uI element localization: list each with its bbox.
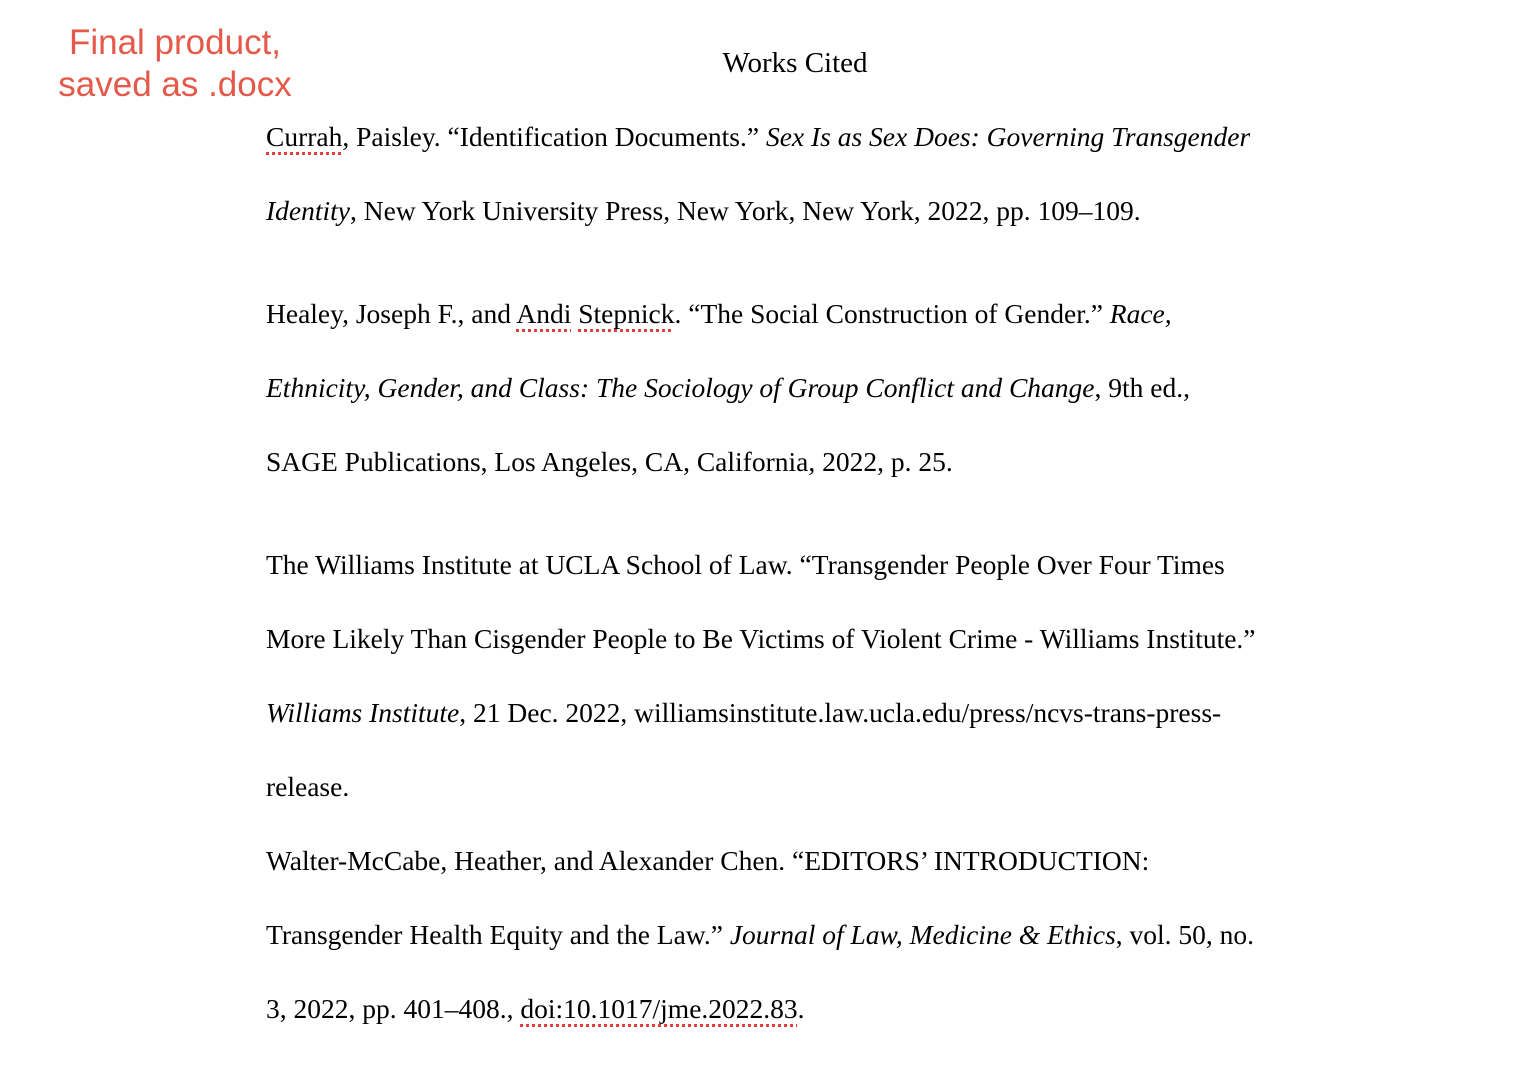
- entry-spacer: [266, 266, 1366, 295]
- citation-entry: [266, 118, 1366, 266]
- citation-line: [266, 369, 1366, 443]
- italic-text: Sex Is as Sex Does: Governing Transgender: [765, 121, 1251, 152]
- citation-line: [266, 842, 1366, 916]
- italic-text: Race,: [1109, 298, 1172, 329]
- citation-entry: [266, 842, 1366, 1064]
- citation-line: [266, 694, 1366, 768]
- works-cited-title: Works Cited: [722, 47, 868, 79]
- citation-line: [266, 118, 1366, 192]
- citation-text: , New York University Press, New York, New York, 2022, pp. 109–109.: [350, 195, 1141, 226]
- citation-text: Transgender Health Equity and the Law.”: [266, 919, 730, 950]
- citation-text: .: [797, 993, 805, 1024]
- citation-line: [266, 990, 1366, 1064]
- citation-text: release.: [266, 771, 350, 802]
- citation-text: Walter-McCabe, Heather, and Alexander Chen. “EDITORS’ INTRODUCTION:: [266, 845, 1150, 876]
- annotation-line-1: Final product,: [68, 23, 282, 62]
- citation-line: [266, 916, 1366, 990]
- citation-line: [266, 768, 1366, 842]
- citation-text: . “The Social Construction of Gender.”: [674, 298, 1110, 329]
- annotation-line-2: saved as .docx: [58, 65, 292, 104]
- citation-text: 3, 2022, pp. 401–408.,: [266, 993, 521, 1024]
- italic-text: Journal of Law, Medicine & Ethics: [729, 919, 1116, 950]
- citation-text: , vol. 50, no.: [1115, 919, 1255, 950]
- misspelled-word: Currah: [266, 121, 343, 152]
- citation-line: [266, 620, 1366, 694]
- citation-text: The Williams Institute at UCLA School of Law. “Transgender People Over Four Times: [266, 549, 1225, 580]
- citation-text: , 9th ed.,: [1094, 372, 1190, 403]
- citation-text: , 21 Dec. 2022, williamsinstitute.law.ucla.edu/press/ncvs-trans-press-: [459, 697, 1222, 728]
- italic-text: Identity: [266, 195, 350, 226]
- citation-text: , Paisley. “Identification Documents.”: [342, 121, 766, 152]
- works-cited-list: [266, 118, 1366, 1064]
- misspelled-word: doi:10.1017/jme.2022.83: [520, 993, 798, 1024]
- citation-text: More Likely Than Cisgender People to Be Victims of Violent Crime - Williams Institute.”: [266, 623, 1256, 654]
- entry-spacer: [266, 517, 1366, 546]
- citation-line: [266, 295, 1366, 369]
- citation-entry: [266, 295, 1366, 517]
- italic-text: Williams Institute: [266, 697, 460, 728]
- citation-entry: [266, 546, 1366, 842]
- citation-line: [266, 192, 1366, 266]
- citation-text: SAGE Publications, Los Angeles, CA, California, 2022, p. 25.: [266, 446, 953, 477]
- misspelled-word: Andi: [516, 298, 572, 329]
- italic-text: Ethnicity, Gender, and Class: The Sociology of Group Conflict and Change: [266, 372, 1095, 403]
- citation-line: [266, 546, 1366, 620]
- citation-line: [266, 443, 1366, 517]
- citation-text: Healey, Joseph F., and: [266, 298, 517, 329]
- misspelled-word: Stepnick: [578, 298, 675, 329]
